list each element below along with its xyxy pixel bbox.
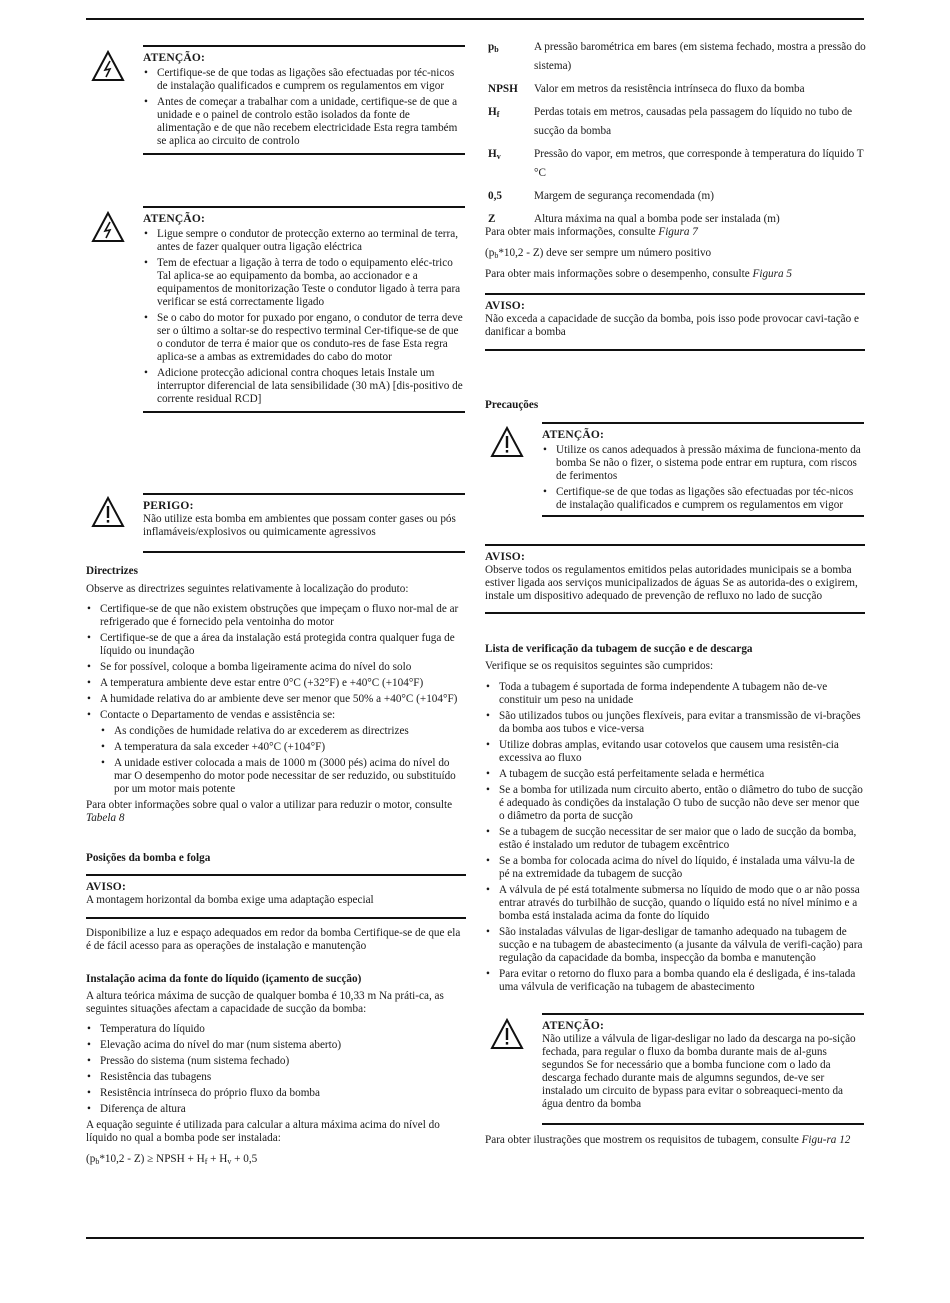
factors-list [86,1023,466,1116]
section-text: Disponibilize a luz e espaço adequados em redor da bomba Certifique-se de que ela é de fácil acesso para as operações de instalação e manutenção [86,927,461,952]
list-item: • Antes de começar a trabalhar com a unidade, certifique-se de que a unidade e o painel de controlo estão isolados da fonte de alimentação e de que não recebem electricidade Esta regra também se aplica ao circuito de controlo [143,96,465,148]
list-item: • A unidade estiver colocada a mais de 1000 m (3000 pés) acima do nível do mar O desempenho do motor pode necessitar de ser reduzido, ou substituído por um motor mais potente [100,757,466,796]
aviso-top-rule [86,874,466,876]
section-heading: Precauções [485,399,539,411]
list-item: • Utilize dobras amplas, evitando usar cotovelos que causem uma resistên-cia excessiva ao fluxo [485,739,865,765]
motor-reference-text [86,799,466,825]
equation-part: + H [207,1153,228,1165]
aviso-box-1 [485,293,865,351]
reference-line [485,268,865,281]
section-heading: Lista de verificação da tubagem de sucção e de descarga [485,643,753,655]
warning-title: ATENÇÃO: [542,429,605,441]
page-header-rule [86,18,864,20]
term-subscript: f [496,110,500,119]
danger-box [143,493,465,553]
aviso-text: Não exceda a capacidade de sucção da bomba, pois isso pode provocar cavi-tação e danificar a bomba [485,313,859,338]
section-heading: Directrizes [86,565,138,577]
warning-list [143,67,465,148]
danger-title: PERIGO: [143,500,194,512]
reference-line [485,1134,865,1147]
list-item: • A tubagem de sucção está perfeitamente selada e hermética [485,768,865,781]
section-intro: Observe as directrizes seguintes relativamente à localização do produto: [86,583,409,595]
list-item: • A temperatura ambiente deve estar entre 0°C (+32°F) e +40°C (+104°F) [86,677,466,690]
list-item: • A temperatura da sala exceder +40°C (+104°F) [100,741,466,754]
list-item: • Certifique-se de que todas as ligações são efectuadas por téc-nicos de instalação qualificados e cumprem os regulamentos em vigor [143,67,465,93]
aviso-title: AVISO: [485,300,525,312]
list-item: • São instaladas válvulas de ligar-desligar de tamanho adequado na tubagem de sucção e na tubagem de abastecimento (a jusante da válvula de verifi-cação) para regulação da capacidade da bomba, inspecção da bomba e manutenção [485,926,865,965]
aviso-box-2 [485,544,865,614]
definition-description: Valor em metros da resistência intrínseca do fluxo da bomba [534,83,805,95]
warning-top-rule [143,206,465,208]
list-item: • As condições de humidade relativa do ar excederem as directrizes [100,725,466,738]
aviso-title: AVISO: [86,881,126,893]
aviso-text: Observe todos os regulamentos emitidos pelas autoridades municipais se a bomba estiver ligada aos serviços municipalizados de águas Se as autorida-des o exigirem, instale um dispositivo adequado de prevenção de refluxo no lado de sucção [485,564,858,602]
section-instalacao [86,973,466,1166]
list-item: • Se o cabo do motor for puxado por engano, o condutor de terra deve ser o último a soltar-se do respectivo terminal Cer-tifique-se de que o condutor de terra é maior que os conduto-res de fase Esta regra aplica-se a ambas as extremidades do cabo do motor [143,312,465,364]
definition-row [488,187,868,206]
list-item: • Pressão do sistema (num sistema fechado) [86,1055,466,1068]
section-posicoes [86,852,466,953]
guidelines-sublist [86,725,466,796]
warning-list [542,444,864,512]
positive-note [485,247,865,260]
equation-subscript: v [227,1157,232,1166]
list-item: • A humidade relativa do ar ambiente deve ser menor que 50% a +40°C (+104°F) [86,693,466,706]
equation-subscript: f [204,1157,208,1166]
section-directrizes [86,565,466,825]
warning-bottom-rule [542,1123,864,1125]
definition-description: Pressão do vapor, em metros, que corresponde à temperatura do líquido T °C [534,148,864,179]
equation [86,1153,466,1166]
checklist-list [485,681,865,994]
list-item: • Elevação acima do nível do mar (num sistema aberto) [86,1039,466,1052]
equation-intro: A equação seguinte é utilizada para calcular a altura máxima acima do nível do líquido no qual a bomba pode ser instalada: [86,1119,440,1144]
aviso-bottom-rule [86,917,466,919]
aviso-top-rule [485,293,865,295]
warning-triangle-icon [91,496,125,528]
equation-part: *10,2 - Z) ≥ NPSH + H [99,1153,205,1165]
warning-bottom-rule [143,411,465,413]
equation-subscript: b [95,1157,100,1166]
precaucoes-heading-block [485,399,865,412]
warning-bottom-rule [143,153,465,155]
term-main: Z [488,213,496,225]
list-item: • Adicione protecção adicional contra choques letais Instale um interruptor diferencial de lata sensibilidade (30 mA) [dis-positivo de corrente residual RCD] [143,367,465,406]
term-main: NPSH [488,83,518,95]
valve-warning-box [542,1013,864,1125]
warning-top-rule [143,45,465,47]
section-heading: Posições da bomba e folga [86,852,211,864]
term-subscript: v [496,152,501,161]
equation-part: (p [86,1153,96,1165]
page-footer-rule [86,1237,864,1239]
term-main: H [488,106,497,118]
definition-description: Margem de segurança recomendada (m) [534,190,714,202]
warning-list [143,228,465,406]
warning-title: ATENÇÃO: [143,213,206,225]
definition-term [488,145,534,183]
list-item: • Tem de efectuar a ligação à terra de todo o equipamento eléc-trico Tal aplica-se ao equipamento da bomba, ao accionador e a equipamentos de monitorização Teste o condutor ligado à terra para verificar se está correctamente ligado [143,257,465,309]
list-item: • Resistência intrínseca do próprio fluxo da bomba [86,1087,466,1100]
definition-term [488,103,534,141]
aviso-text: A montagem horizontal da bomba exige uma adaptação especial [86,894,374,906]
figure-reference-link[interactable]: Figura 5 [752,268,792,280]
reference-text: Para obter mais informações, consulte [485,226,659,238]
list-item: • Utilize os canos adequados à pressão máxima de funciona-mento da bomba Se não o fizer, o sistema pode entrar em ruptura, com riscos de ferimentos [542,444,864,483]
definition-row [488,103,868,141]
warning-title: ATENÇÃO: [542,1020,605,1032]
aviso-title: AVISO: [485,551,525,563]
warning-triangle-icon [490,426,524,458]
note-part: (p [485,247,495,259]
reference-text: Para obter informações sobre qual o valor a utilizar para reduzir o motor, consulte [86,799,453,811]
list-item: • Certifique-se de que todas as ligações são efectuadas por téc-nicos de instalação qualificados e cumprem os regulamentos em vigor [542,486,864,512]
aviso-top-rule [485,544,865,546]
danger-bottom-rule [143,551,465,553]
definition-term [488,187,534,206]
piping-reference [485,1134,865,1147]
list-item: • Certifique-se de que não existem obstruções que impeçam o fluxo nor-mal de ar refrigerado que é fornecido pela ventoinha do motor [86,603,466,629]
definition-row [488,38,868,76]
list-item: • Diferença de altura [86,1103,466,1116]
table-reference-link[interactable]: Tabela 8 [86,812,125,824]
list-item: • Se a tubagem de sucção necessitar de ser maior que o lado de sucção da bomba, estão é instalado um redutor de tubagem excêntrico [485,826,865,852]
warning-top-rule [542,1013,864,1015]
term-subscript: b [494,45,499,54]
references-block [485,226,865,281]
list-item: • Para evitar o retorno do fluxo para a bomba quando ela é desligada, é ins-talada uma válvula de verificação na tubagem de abastecimento [485,968,865,994]
electric-hazard-icon [91,50,125,82]
term-main: p [488,41,495,53]
definitions-list [488,38,868,233]
list-item: • Se a bomba for utilizada num circuito aberto, então o diâmetro do tubo de sucção é adequado às condições da instalação O tubo de sucção não deve ser menor que o diâmetro da porta de sucção [485,784,865,823]
note-part: *10,2 - Z) deve ser sempre um número positivo [498,247,712,259]
list-item: • Se a bomba for colocada acima do nível do líquido, é instalada uma válvu-la de pé na extremidade da tubagem de sucção [485,855,865,881]
warning-triangle-icon [490,1018,524,1050]
definition-row [488,145,868,183]
list-item: • São utilizados tubos ou junções flexíveis, para evitar a transmissão de vi-brações da bomba aos tubos e vice-versa [485,710,865,736]
section-intro: A altura teórica máxima de sucção de qualquer bomba é 10,33 m Na práti-ca, as seguintes situações afectam a capacidade de sucção da bomba: [86,990,444,1015]
definition-term [488,38,534,76]
warning-box-1 [143,45,465,155]
list-item: • Temperatura do líquido [86,1023,466,1036]
list-item: • A válvula de pé está totalmente submersa no líquido de modo que o ar não possa entrar através do turbilhão de sucção, quando o líquido está no nível mínimo e a bomba está instalada acima da fonte do líquido [485,884,865,923]
list-item: • Ligue sempre o condutor de protecção externo ao terminal de terra, antes de fazer qualquer outra ligação eléctrica [143,228,465,254]
definition-description: Perdas totais em metros, causadas pela passagem do líquido no tubo de sucção da bomba [534,106,853,137]
section-intro: Verifique se os requisitos seguintes são cumpridos: [485,660,714,672]
warning-top-rule [542,422,864,424]
warning-text: Não utilize a válvula de ligar-desligar no lado da descarga na po-sição fechada, para regular o fluxo da bomba durante mais de al-guns segundos Se for necessário que a bomba funcione com o lado da descarga fechado durante mais de algumns segundos, de-ve ser instalado um circuito de bypass para evitar o sobreaqueci-mento da água dentro da bomba [542,1033,856,1110]
warning-box-2 [143,206,465,413]
list-item: • Certifique-se de que a área da instalação está protegida contra qualquer fuga de líquido ou inundação [86,632,466,658]
section-checklist [485,643,865,997]
definition-description: Altura máxima na qual a bomba pode ser instalada (m) [534,213,780,225]
list-item: • Toda a tubagem é suportada de forma independente A tubagem não de-ve constituir um peso na unidade [485,681,865,707]
note-subscript: b [494,251,499,260]
definition-term [488,80,534,99]
danger-top-rule [143,493,465,495]
reference-line [485,226,865,239]
warning-bottom-rule [542,515,864,517]
section-heading: Instalação acima da fonte do líquido (içamento de sucção) [86,973,362,985]
figure-reference-link[interactable]: Figura 7 [658,226,698,238]
term-main: 0,5 [488,190,502,202]
reference-text: Para obter mais informações sobre o desempenho, consulte [485,268,753,280]
list-item: • Contacte o Departamento de vendas e assistência se: [86,709,466,722]
list-item: • Resistência das tubagens [86,1071,466,1084]
definition-description: A pressão barométrica em bares (em sistema fechado, mostra a pressão do sistema) [534,41,866,72]
electric-hazard-icon [91,211,125,243]
figure-reference-link[interactable]: Figu-ra 12 [801,1134,851,1146]
equation-part: + 0,5 [231,1153,258,1165]
precaucoes-warning-box [542,422,864,517]
term-main: H [488,148,497,160]
aviso-bottom-rule [485,349,865,351]
list-item: • Se for possível, coloque a bomba ligeiramente acima do nível do solo [86,661,466,674]
definition-row [488,80,868,99]
aviso-bottom-rule [485,612,865,614]
danger-text: Não utilize esta bomba em ambientes que possam conter gases ou pós inflamáveis/explosivos ou quimicamente agressivos [143,513,456,538]
reference-text: Para obter ilustrações que mostrem os requisitos de tubagem, consulte [485,1134,802,1146]
guidelines-list [86,603,466,722]
warning-title: ATENÇÃO: [143,52,206,64]
